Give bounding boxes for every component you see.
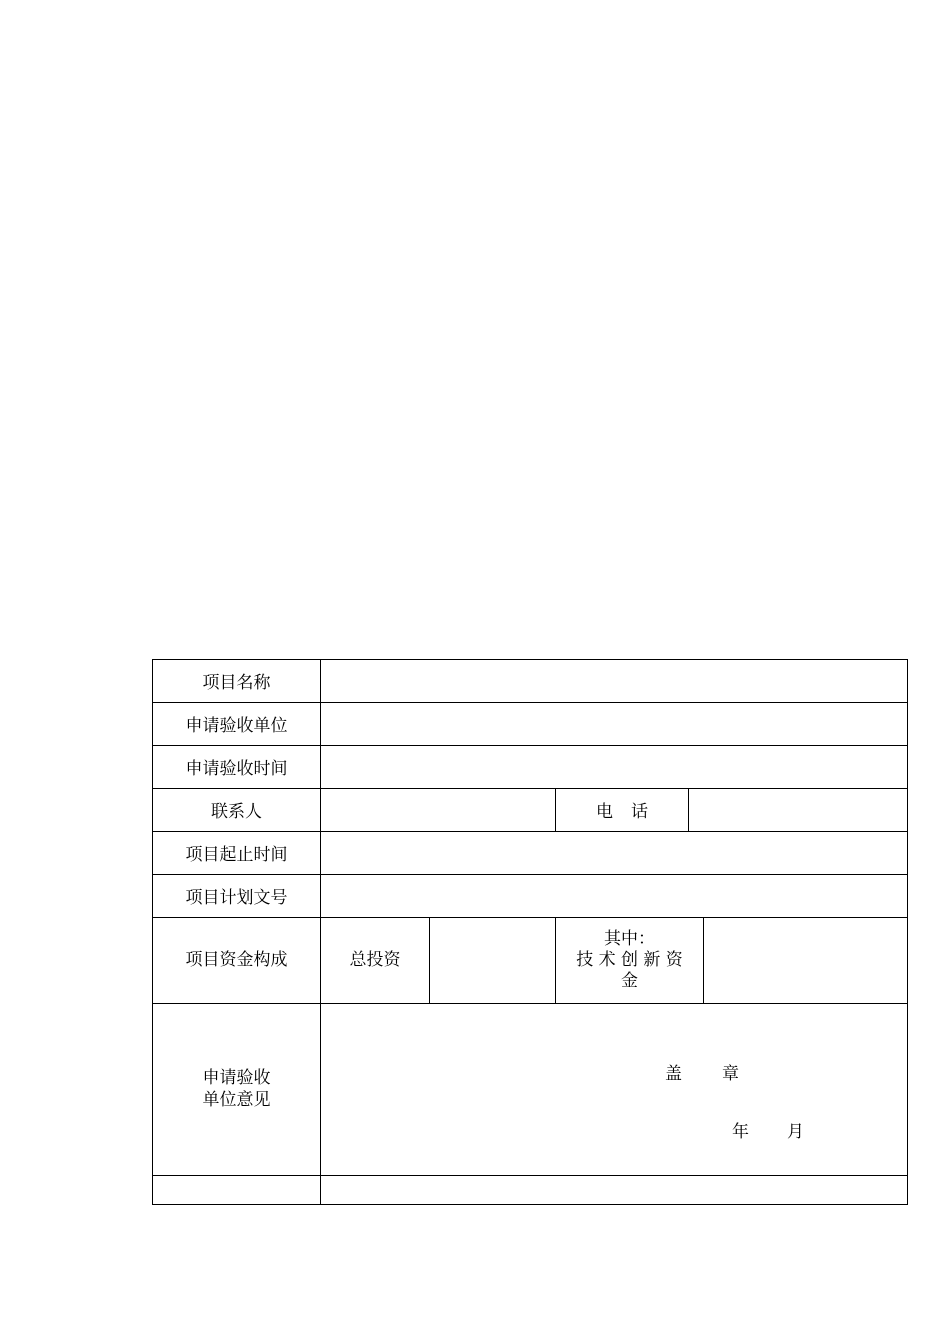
total-investment-label: 总投资 xyxy=(321,918,430,1004)
unit-opinion-field[interactable] xyxy=(321,1004,908,1176)
row-last xyxy=(153,1176,908,1205)
phone-label-char1: 电 xyxy=(596,802,613,823)
row-applicant-unit xyxy=(153,703,908,746)
last-row-field[interactable] xyxy=(321,1176,908,1205)
project-period-label: 项目起止时间 xyxy=(153,832,321,875)
contact-field[interactable] xyxy=(321,789,556,832)
row-project-period xyxy=(153,832,908,875)
application-time-label: 申请验收时间 xyxy=(153,746,321,789)
applicant-unit-field[interactable] xyxy=(321,703,908,746)
row-application-time xyxy=(153,746,908,789)
seal-char2: 章 xyxy=(722,1064,739,1084)
unit-opinion-label xyxy=(153,1004,321,1176)
tech-fund-field[interactable] xyxy=(704,918,908,1004)
row-contact xyxy=(153,789,908,832)
phone-field[interactable] xyxy=(689,789,908,832)
tech-fund-label-line1: 技 术 创 新 资 xyxy=(576,949,683,970)
month-label: 月 xyxy=(787,1122,804,1142)
seal-char1: 盖 xyxy=(665,1064,682,1084)
total-investment-field[interactable] xyxy=(430,918,556,1004)
year-label: 年 xyxy=(732,1122,749,1142)
plan-doc-number-label: 项目计划文号 xyxy=(153,875,321,918)
row-funding xyxy=(153,918,908,1004)
tech-fund-label-line2: 金 xyxy=(621,971,638,992)
unit-opinion-label-line1: 申请验收 xyxy=(202,1068,271,1089)
phone-label xyxy=(556,789,689,832)
row-unit-opinion xyxy=(153,1004,908,1176)
project-name-field[interactable] xyxy=(321,660,908,703)
unit-opinion-label-line2: 单位意见 xyxy=(202,1089,271,1110)
row-plan-doc-number xyxy=(153,875,908,918)
funding-label: 项目资金构成 xyxy=(153,918,321,1004)
row-project-name xyxy=(153,660,908,703)
of-which-label: 其中： xyxy=(604,928,655,949)
contact-label: 联系人 xyxy=(153,789,321,832)
seal-line xyxy=(665,1064,739,1085)
last-row-label xyxy=(153,1176,321,1205)
application-time-field[interactable] xyxy=(321,746,908,789)
applicant-unit-label: 申请验收单位 xyxy=(153,703,321,746)
project-name-label: 项目名称 xyxy=(153,660,321,703)
plan-doc-number-field[interactable] xyxy=(321,875,908,918)
tech-fund-label xyxy=(556,918,704,1004)
phone-label-char2: 话 xyxy=(631,802,648,823)
project-period-field[interactable] xyxy=(321,832,908,875)
acceptance-application-form xyxy=(152,659,908,1205)
date-line xyxy=(732,1122,804,1143)
